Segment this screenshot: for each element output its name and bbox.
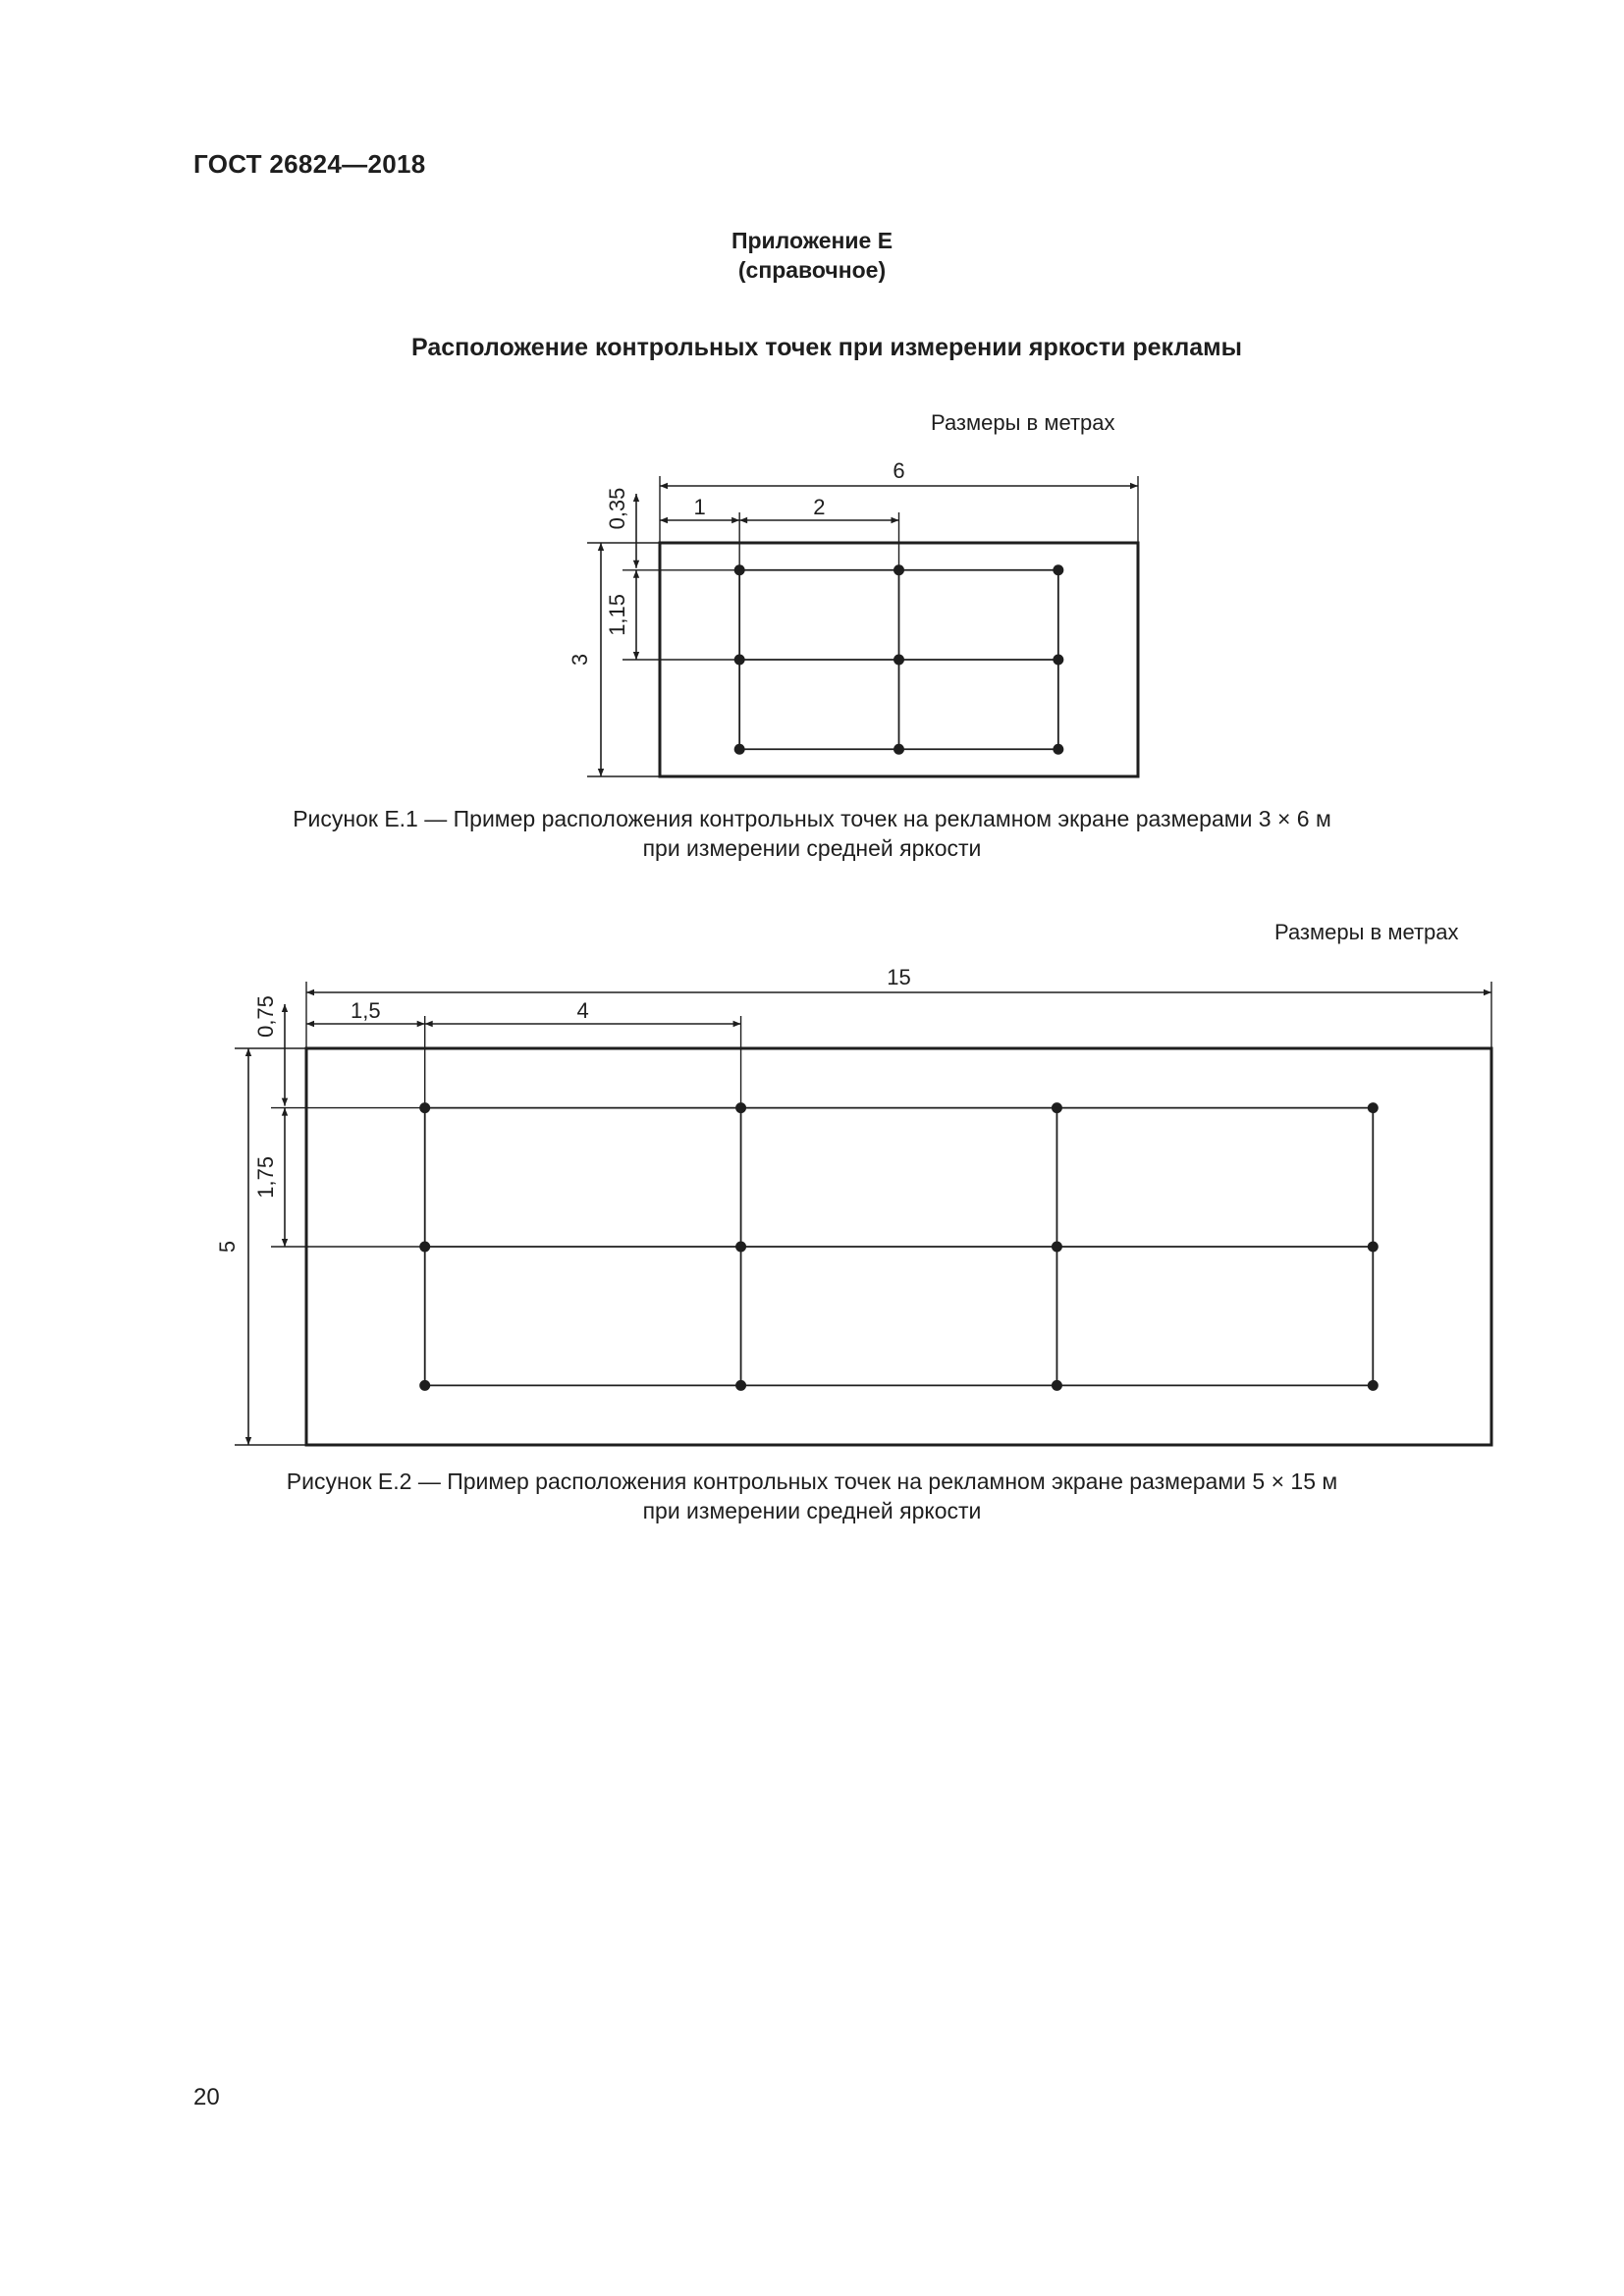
figure2-control-point-r2-c4 [1368, 1242, 1379, 1253]
figure1-control-point-r1-c3 [1053, 564, 1063, 575]
figure2-control-point-r3-c2 [735, 1380, 746, 1391]
figure2-dim-y-offset-label: 0,75 [253, 995, 278, 1038]
figure2-units-note: Размеры в метрах [1274, 920, 1459, 944]
figure2-control-point-r3-c1 [419, 1380, 430, 1391]
figure1-caption [0, 805, 1624, 864]
figure1-drawing [568, 458, 1138, 776]
page-number: 20 [193, 2084, 220, 2110]
figure1-dim-x-offset-label: 1 [693, 495, 706, 519]
figure2-drawing [215, 965, 1491, 1445]
figure2-control-point-r3-c4 [1368, 1380, 1379, 1391]
figure1-control-point-r2-c3 [1053, 655, 1063, 666]
figure1-caption-line1: Рисунок Е.1 — Пример расположения контрольных точек на рекламном экране размерами 3 × 6 м [293, 806, 1331, 831]
figure1-control-point-r3-c2 [893, 744, 904, 755]
figure2-caption-line2: при измерении средней яркости [642, 1497, 982, 1523]
figure1-control-point-r3-c3 [1053, 744, 1063, 755]
figure1-dim-y-offset-label: 0,35 [605, 487, 629, 530]
figure1-units-note: Размеры в метрах [931, 410, 1115, 435]
figure1-dim-y-step-label: 1,15 [605, 593, 629, 636]
appendix-title: Приложение Е [731, 228, 893, 253]
figure2-control-point-r1-c4 [1368, 1102, 1379, 1113]
figure2-control-point-r2-c2 [735, 1242, 746, 1253]
figure2-caption-line1: Рисунок Е.2 — Пример расположения контрольных точек на рекламном экране размерами 5 × 15 м [286, 1468, 1338, 1494]
figure1-dim-height-label: 3 [568, 653, 592, 667]
figure2-dim-x-step-label: 4 [576, 998, 589, 1023]
figure2-dim-width-label: 15 [887, 965, 911, 989]
figure2-dim-x-offset-label: 1,5 [351, 998, 381, 1023]
figure1-dim-width-label: 6 [893, 458, 905, 483]
figure1-control-point-r3-c1 [734, 744, 745, 755]
section-title: Расположение контрольных точек при измерении яркости рекламы [411, 334, 1242, 361]
standard-header: ГОСТ 26824—2018 [193, 149, 426, 179]
figure1-caption-line2: при измерении средней яркости [642, 834, 982, 861]
figure2-control-point-r3-c3 [1052, 1380, 1062, 1391]
figure2-caption [0, 1468, 1624, 1526]
figure2-control-point-r1-c3 [1052, 1102, 1062, 1113]
figure1-control-point-r2-c2 [893, 655, 904, 666]
figure2-control-point-r2-c3 [1052, 1242, 1062, 1253]
figure2-dim-height-label: 5 [215, 1240, 240, 1254]
figure2-dim-y-step-label: 1,75 [253, 1155, 278, 1199]
appendix-type: (справочное) [737, 257, 887, 283]
figure1-dim-x-step-label: 2 [813, 495, 826, 519]
